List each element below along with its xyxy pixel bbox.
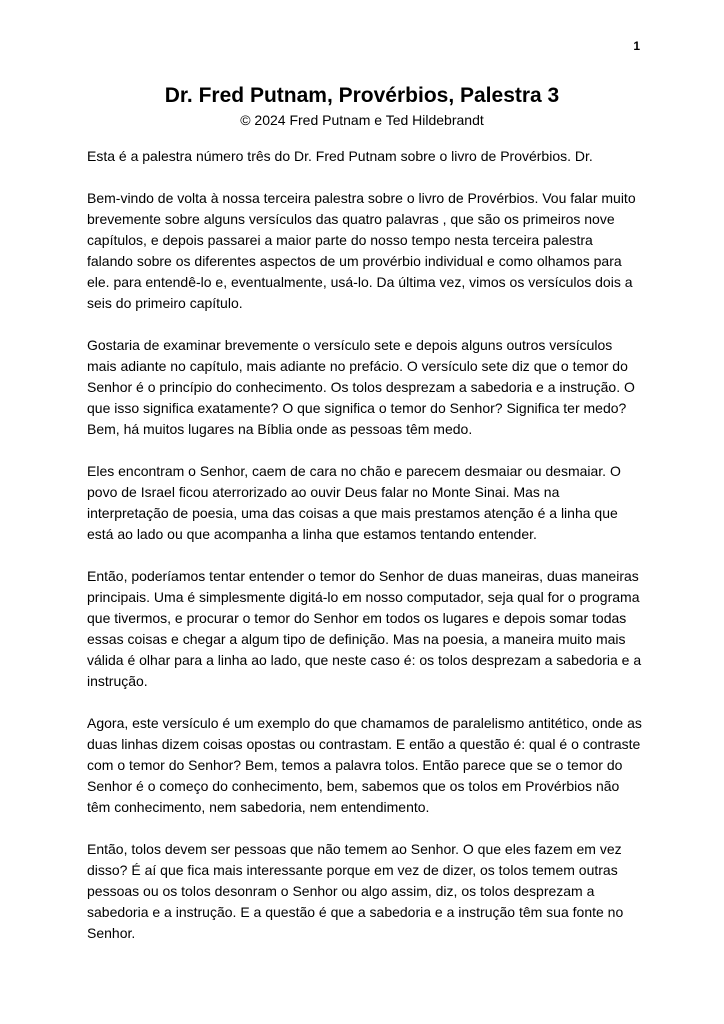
- paragraph: Eles encontram o Senhor, caem de cara no chão e parecem desmaiar ou desmaiar. O povo de Israel ficou aterrorizado ao ouvir Deus falar no Monte Sinai. Mas na interpretação de poesia, uma das coisas a que mais prestamos atenção é a linha que está ao lado ou que acompanha a linha que estamos tentando entender.: [87, 463, 621, 542]
- page-number: 1: [633, 39, 640, 53]
- document-body: [87, 146, 642, 944]
- paragraph: Esta é a palestra número três do Dr. Fred Putnam sobre o livro de Provérbios. Dr.: [87, 148, 593, 164]
- paragraph: Gostaria de examinar brevemente o versículo sete e depois alguns outros versículos mais adiante no capítulo, mais adiante no prefácio. O versículo sete diz que o temor do Senhor é o princípio do conhecimento. Os tolos desprezam a sabedoria e a instrução. O que isso significa exatamente? O que significa o temor do Senhor? Significa ter medo? Bem, há muitos lugares na Bíblia onde as pessoas têm medo.: [87, 337, 635, 437]
- copyright-line: © 2024 Fred Putnam e Ted Hildebrandt: [240, 112, 484, 128]
- document-title: Dr. Fred Putnam, Provérbios, Palestra 3: [164, 84, 560, 107]
- paragraph: Então, poderíamos tentar entender o temor do Senhor de duas maneiras, duas maneiras principais. Uma é simplesmente digitá-lo em nosso computador, seja qual for o programa que tivermos, e procurar o temor do Senhor em todos os lugares e depois somar todas essas coisas e chegar a algum tipo de definição. Mas na poesia, a maneira muito mais válida é olhar para a linha ao lado, que neste caso é: os tolos desprezam a sabedoria e a instrução.: [87, 568, 642, 689]
- paragraph: Então, tolos devem ser pessoas que não temem ao Senhor. O que eles fazem em vez disso? É aí que fica mais interessante porque em vez de dizer, os tolos temem outras pessoas ou os tolos desonram o Senhor ou algo assim, diz, os tolos desprezam a sabedoria e a instrução. E a questão é que a sabedoria e a instrução têm sua fonte no Senhor.: [87, 841, 624, 941]
- paragraph: Agora, este versículo é um exemplo do que chamamos de paralelismo antitético, onde as duas linhas dizem coisas opostas ou contrastam. E então a questão é: qual é o contraste com o temor do Senhor? Bem, temos a palavra tolos. Então parece que se o temor do Senhor é o começo do conhecimento, bem, sabemos que os tolos em Provérbios não têm conhecimento, nem sabedoria, nem entendimento.: [87, 715, 642, 815]
- paragraph: Bem-vindo de volta à nossa terceira palestra sobre o livro de Provérbios. Vou falar muito brevemente sobre alguns versículos das quatro palavras , que são os primeiros nove capítulos, e depois passarei a maior parte do nosso tempo nesta terceira palestra falando sobre os diferentes aspectos de um provérbio individual e como olhamos para ele. para entendê-lo e, eventualmente, usá-lo. Da última vez, vimos os versículos dois a seis do primeiro capítulo.: [87, 190, 636, 311]
